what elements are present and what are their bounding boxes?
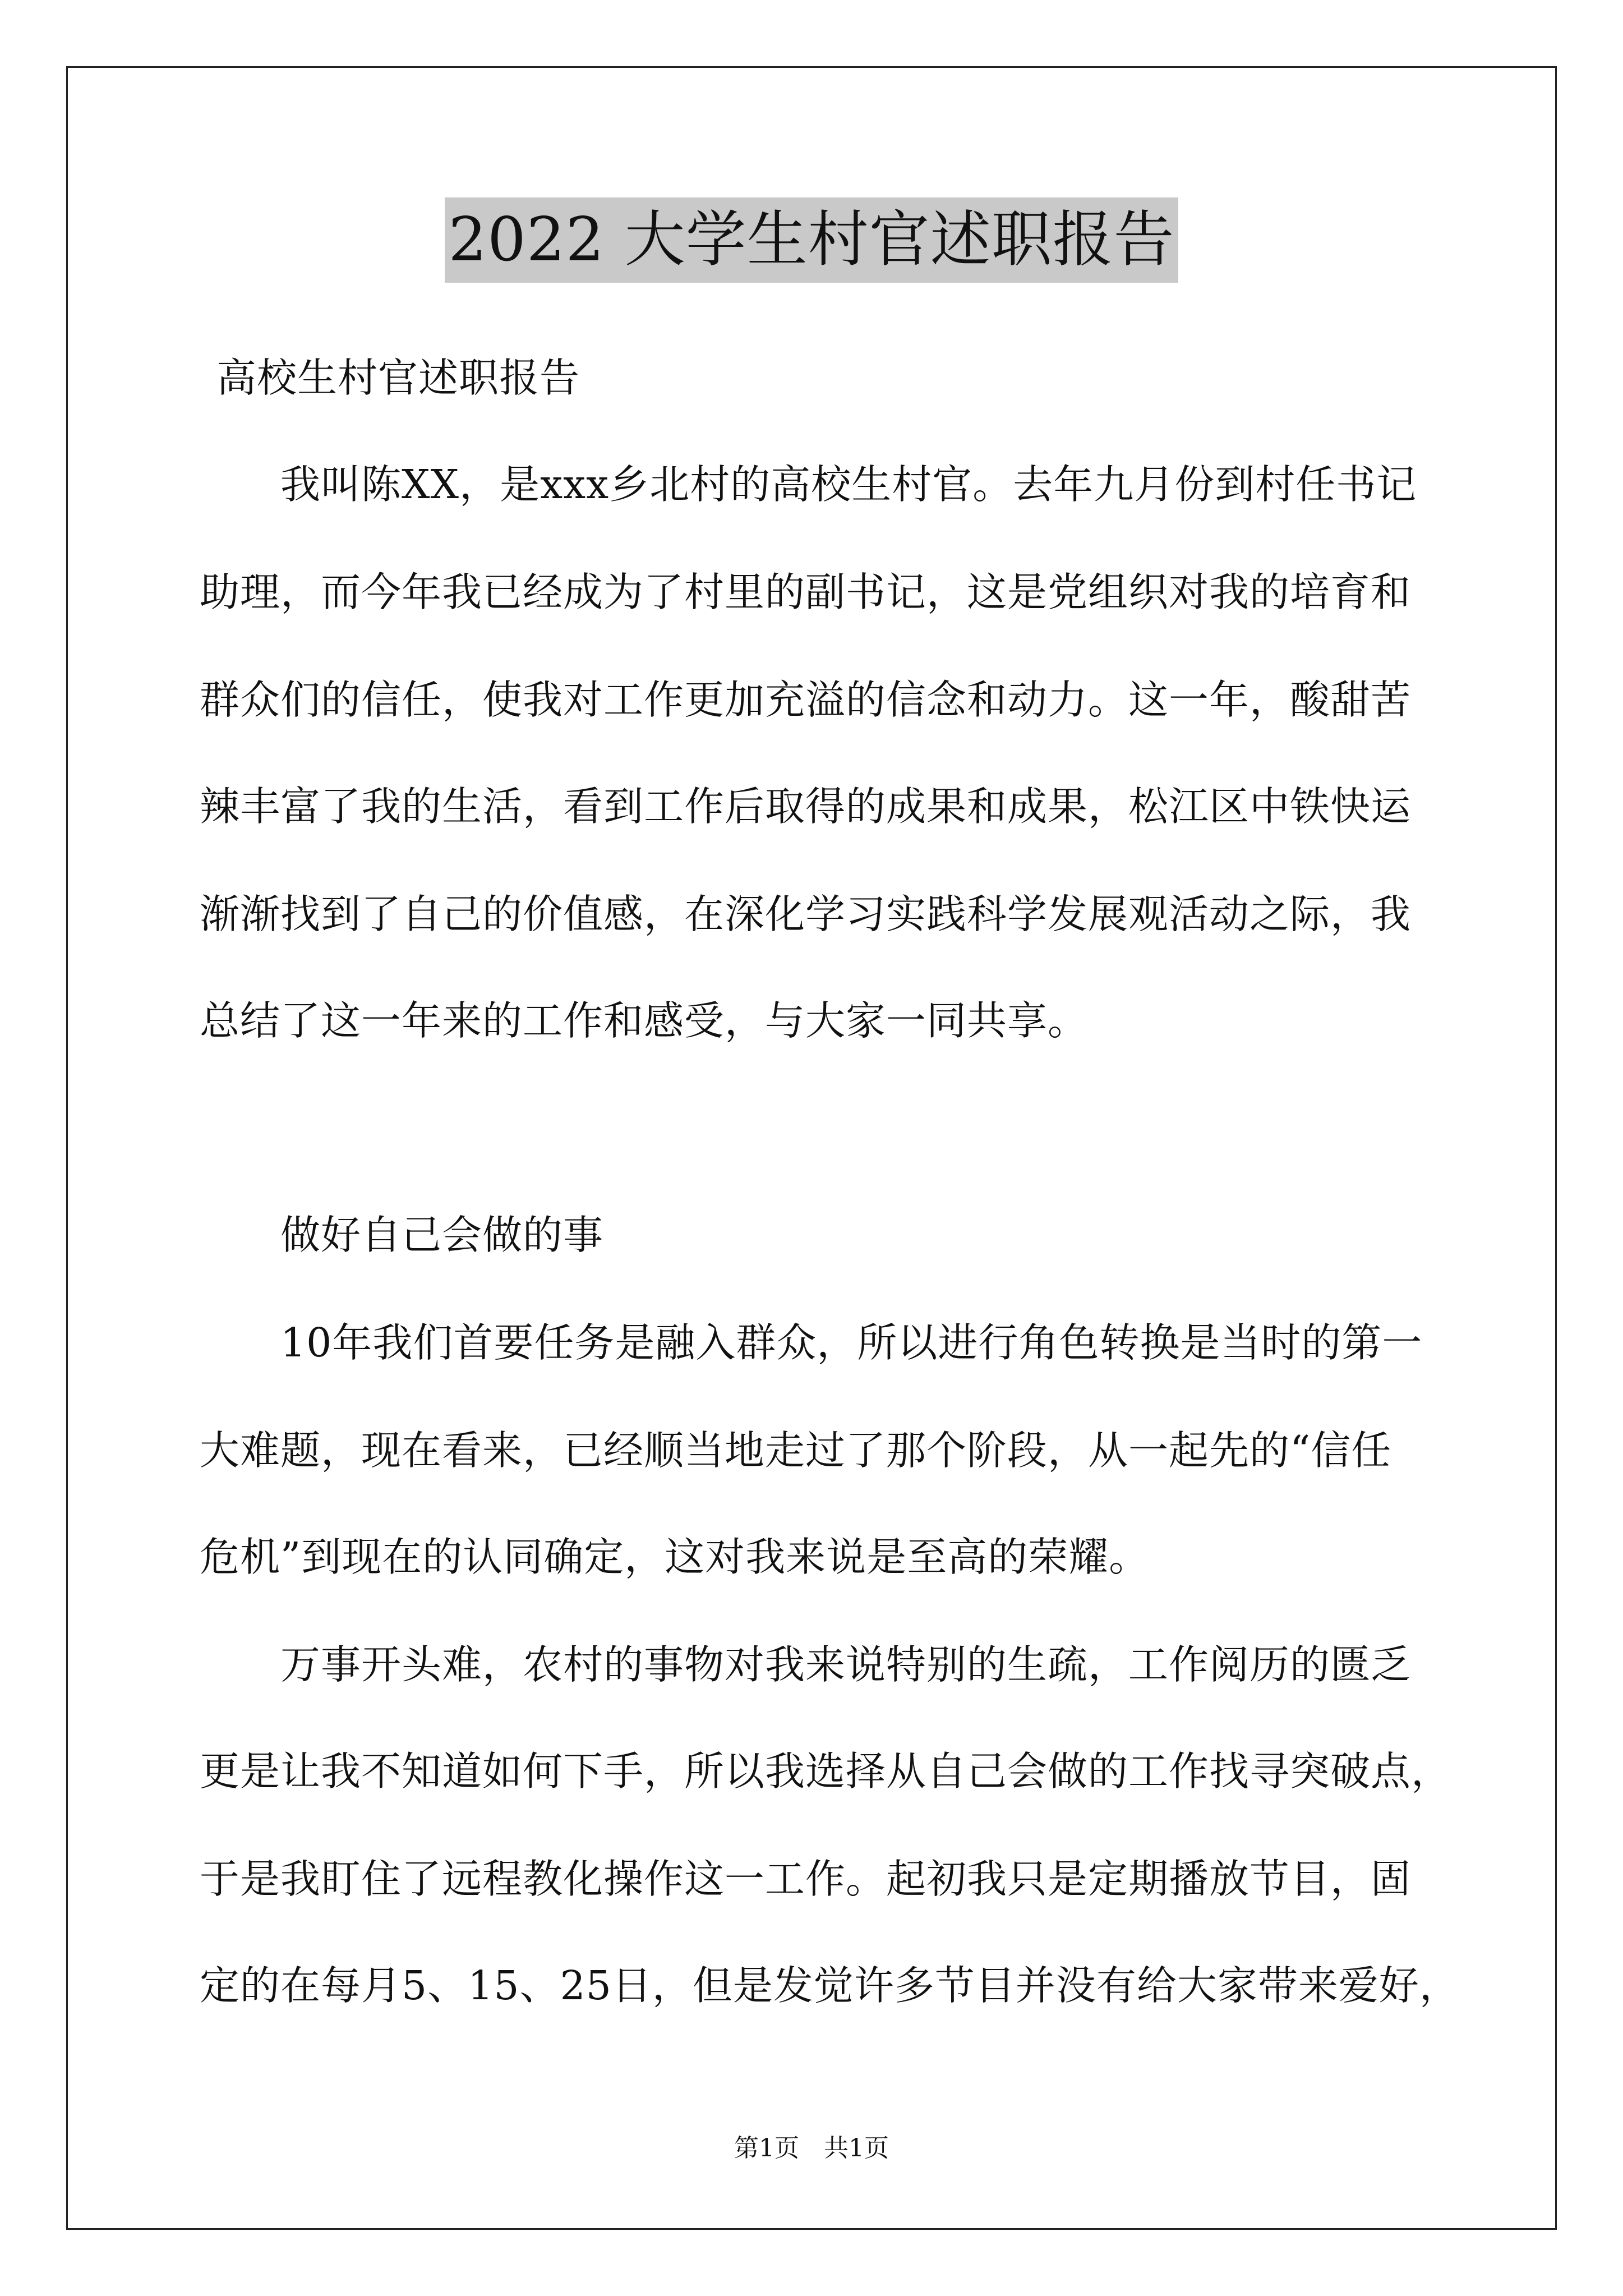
document-subtitle: 高校生村官述职报告 <box>216 355 580 401</box>
title-container <box>0 197 1623 283</box>
paragraph-line: 助理，而今年我已经成为了村里的副书记，这是党组织对我的培育和 <box>200 569 1412 615</box>
page-footer: 第1页 共1页 <box>734 2134 889 2162</box>
paragraph-line: 我叫陈XX，是xxx乡北村的高校生村官。去年九月份到村任书记 <box>280 461 1417 508</box>
paragraph-line: 10年我们首要任务是融入群众，所以进行角色转换是当时的第一 <box>280 1319 1423 1366</box>
paragraph-line: 定的在每月5、15、25日，但是发觉许多节目并没有给大家带来爱好， <box>200 1962 1460 2009</box>
paragraph-line: 万事开头难，农村的事物对我来说特别的生疏，工作阅历的匮乏 <box>280 1641 1412 1688</box>
paragraph-line: 于是我盯住了远程教化操作这一工作。起初我只是定期播放节目，固 <box>200 1856 1412 1902</box>
section-heading: 做好自己会做的事 <box>280 1212 604 1258</box>
paragraph-line: 辣丰富了我的生活，看到工作后取得的成果和成果，松江区中铁快运 <box>200 783 1412 830</box>
paragraph-line: 更是让我不知道如何下手，所以我选择从自己会做的工作找寻突破点， <box>200 1748 1452 1795</box>
paragraph-line: 大难题，现在看来，已经顺当地走过了那个阶段，从一起先的“信任 <box>200 1427 1392 1474</box>
paragraph-line: 群众们的信任，使我对工作更加充溢的信念和动力。这一年，酸甜苦 <box>200 677 1412 723</box>
paragraph-line: 渐渐找到了自己的价值感，在深化学习实践科学发展观活动之际，我 <box>200 891 1412 937</box>
document-title: 2022 大学生村官述职报告 <box>445 197 1178 283</box>
paragraph-line: 总结了这一年来的工作和感受，与大家一同共享。 <box>200 997 1089 1044</box>
paragraph-line: 危机”到现在的认同确定，这对我来说是至高的荣耀。 <box>200 1534 1150 1580</box>
